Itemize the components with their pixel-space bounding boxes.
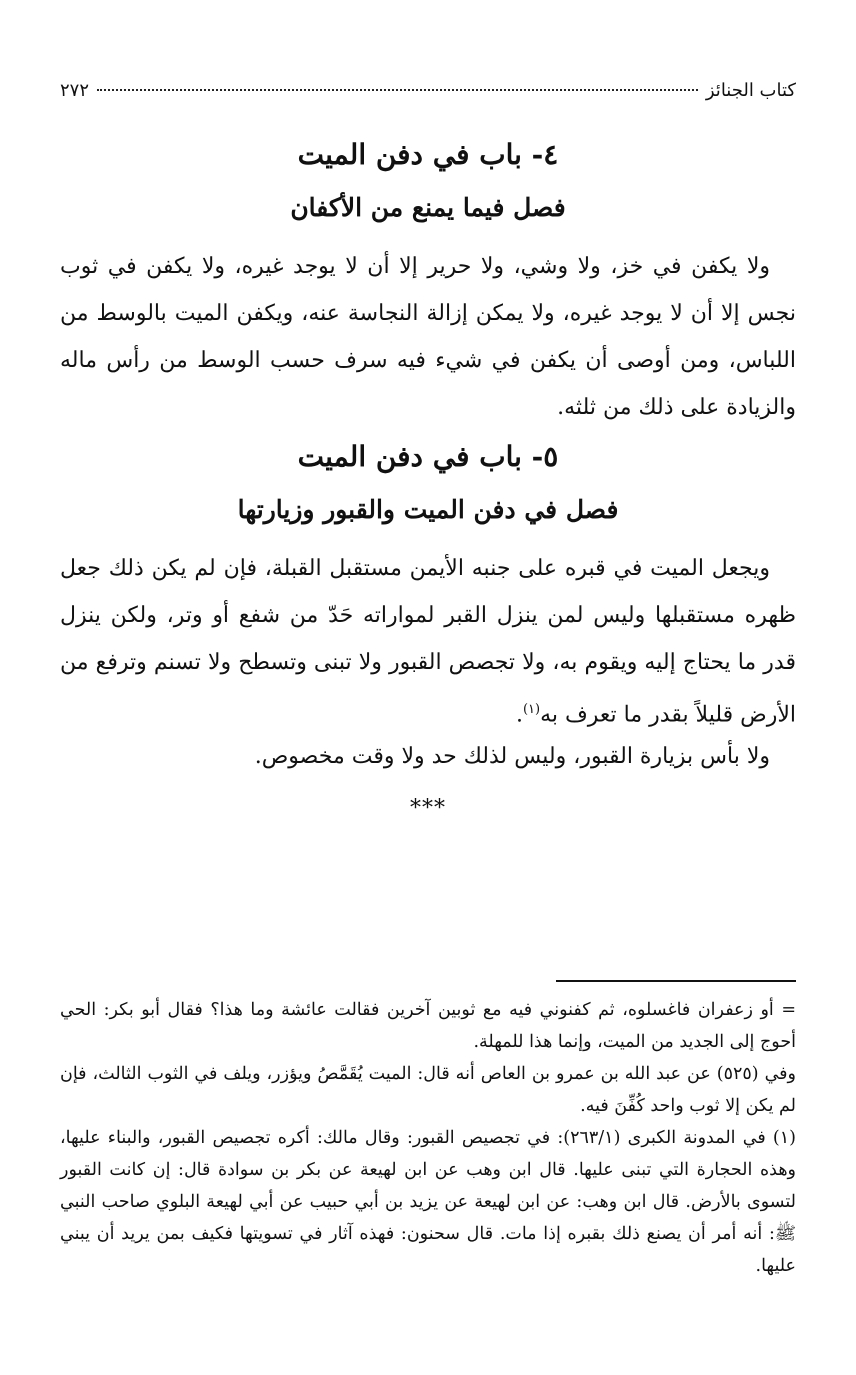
footnote-continuation-1: = أو زعفران فاغسلوه، ثم كفنوني فيه مع ثوبين آخرين فقالت عائشة وما هذا؟ فقال أبو بكر: الحي أحوج إلى الجديد من الميت، وإنما هذا للمهلة.: [60, 1000, 796, 1052]
dotted-leader: [97, 89, 698, 91]
chapter-5-paragraph-2: ولا بأس بزيارة القبور، وليس لذلك حد ولا وقت مخصوص.: [254, 744, 770, 769]
chapter-5-paragraph-1: ويجعل الميت في قبره على جنبه الأيمن مستقبل القبلة، فإن لم يكن ذلك جعل ظهره مستقبلها وليس لمن ينزل القبر لمواراته حَدّ من شفع أو وتر، ولكن ينزل قدر ما يحتاج إليه ويقوم به، ولا تجصص القبور ولا تبنى وتسطح ولا تسنم وترفع من الأرض قليلاً بقدر ما تعرف به$^{(١)}$.: [60, 556, 796, 728]
chapter-5-title: ٥- باب في دفن الميت: [297, 440, 559, 473]
footnote-rule: [556, 980, 796, 982]
chapter-5-section-title: فصل في دفن الميت والقبور وزيارتها: [237, 495, 619, 524]
footnotes: [60, 994, 796, 1282]
chapter-4-paragraph: ولا يكفن في خز، ولا وشي، ولا حرير إلا أن لا يوجد غيره، ولا يكفن في ثوب نجس إلا أن لا يوجد غيره، ولا يمكن إزالة النجاسة عنه، ويكفن الميت بالوسط من اللباس، ومن أوصى أن يكفن في شيء فيه سرف حسب الوسط من رأس ماله والزيادة على ذلك من ثلثه.: [60, 254, 796, 420]
chapter-4-section-title: فصل فيما يمنع من الأكفان: [290, 193, 566, 222]
footnote-1: (١) في المدونة الكبرى (٢٦٣/١): في تجصيص القبور: وقال مالك: أكره تجصيص القبور، والبناء عليها، وهذه الحجارة التي تبنى عليها. قال ابن وهب عن ابن لهيعة عن بكر بن سوادة قال: إن كانت القبور لتسوى بالأرض. قال ابن وهب: عن ابن لهيعة عن يزيد بن أبي حبيب عن أبي لهيعة البلوي صاحب النبي ﷺ: أنه أمر أن يصنع ذلك بقبره إذا مات. قال سحنون: فهذه آثار في تسويتها فكيف بمن يريد أن يبني عليها.: [60, 1128, 796, 1276]
page-number: ٢٧٢: [60, 80, 90, 101]
running-header-title: كتاب الجنائز: [705, 80, 796, 101]
book-page: [60, 0, 796, 1375]
footnote-continuation-2: وفي (٥٢٥) عن عبد الله بن عمرو بن العاص أنه قال: الميت يُقَمَّصُ ويؤزر، ويلف في الثوب الثالث، فإن لم يكن إلا ثوب واحد كُفِّنَ فيه.: [60, 1064, 796, 1116]
running-header: [60, 80, 796, 110]
section-separator: ***: [410, 796, 446, 821]
chapter-4-title: ٤- باب في دفن الميت: [297, 138, 559, 171]
footnote-ref-1: (١): [522, 702, 541, 717]
